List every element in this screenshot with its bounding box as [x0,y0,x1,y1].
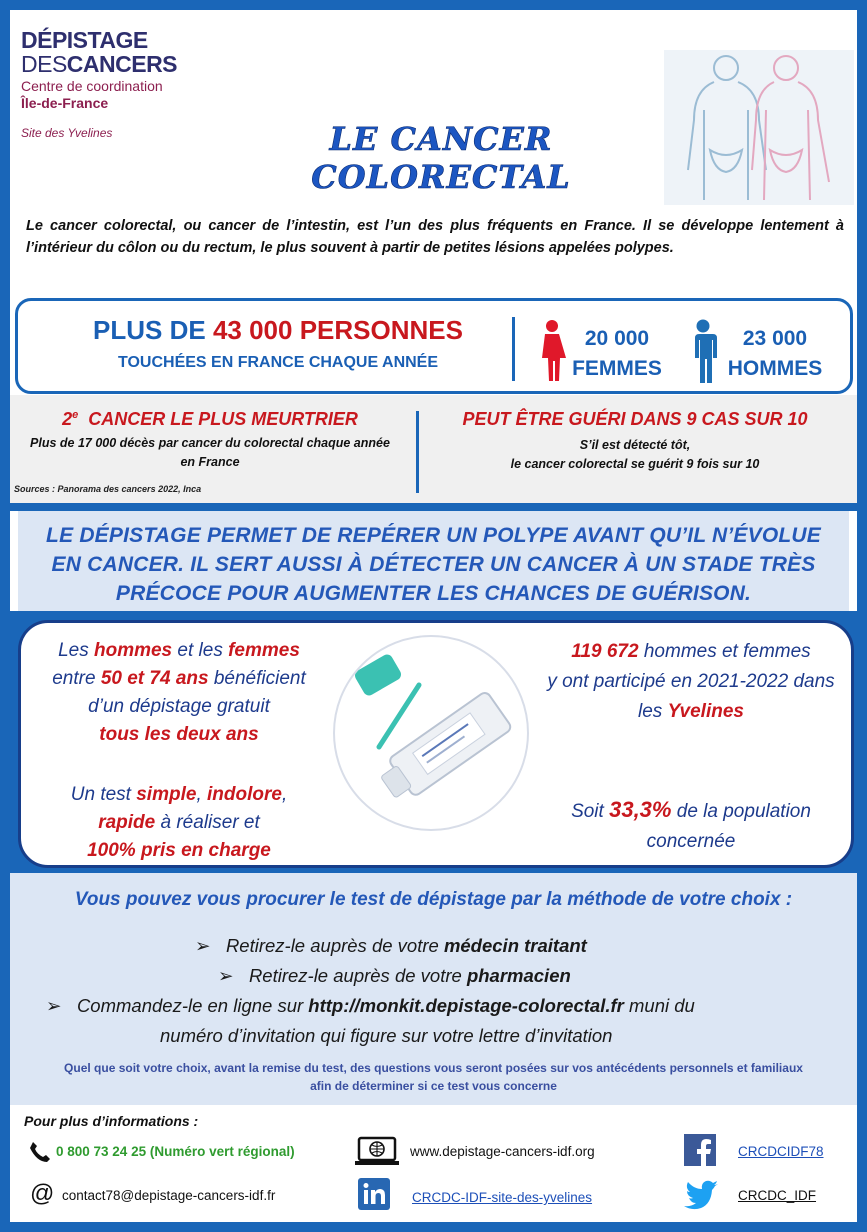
test-kit-icon [335,637,529,831]
linkedin-icon [358,1178,390,1210]
facts-band [10,395,857,503]
participation-text: 119 672 hommes et femmes y ont participé en 2021-2022 dans les Yvelines [547,641,835,722]
cure-line2: le cancer colorectal se guérit 9 fois sur 10 [510,457,760,471]
info-heading: Pour plus d’informations : [24,1113,199,1129]
men-label: HOMMES [727,357,823,380]
phone-number[interactable]: 0 800 73 24 25 (Numéro vert régional) [56,1144,295,1159]
screening-line3: PRÉCOCE POUR AUGMENTER LES CHANCES DE GUÉRISON. [115,582,752,605]
twitter-icon [682,1180,720,1212]
linkedin-link[interactable]: CRCDC-IDF-site-des-yvelines [412,1190,593,1205]
website-icon [354,1136,400,1166]
facebook-link[interactable]: CRCDCIDF78 [738,1144,824,1159]
mortality-rank-sup: e [72,409,79,421]
eligibility-text: Les hommes et les femmes entre 50 et 74 ans bénéficient d’un dépistage gratuit tous les deux ans [52,640,306,745]
cure-line1: S’il est détecté tôt, [579,438,691,452]
test-description: Un test simple, indolore, rapide à réaliser et 100% pris en charge [70,784,288,861]
method-doctor: ➢ Retirez-le auprès de votre médecin traitant [195,935,587,956]
logo-line1: DÉPISTAGE [21,27,148,53]
human-body-icon [664,50,854,205]
mortality-rank: 2 [62,409,73,429]
logo [10,10,210,150]
logo-line3: Centre de coordination [21,78,163,94]
logo-line2-b: CANCERS [66,51,178,77]
stats-prefix: PLUS DE [93,315,213,345]
screening-line2: EN CANCER. IL SERT AUSSI À DÉTECTER UN CANCER À UN STADE TRÈS [51,553,816,576]
divider [416,411,419,493]
methods-note: Quel que soit votre choix, avant la remise du test, des questions vous seront posées sur vos antécédents personnels et familiaux afin de déterminer si ce test vous concerne [64,1061,803,1093]
sources: Sources : Panorama des cancers 2022, Inca [14,484,202,494]
test-kit-image [333,635,529,831]
stats-subtitle: TOUCHÉES EN FRANCE CHAQUE ANNÉE [117,354,439,371]
logo-line4: Île-de-France [21,95,109,111]
population-rate-text: Soit 33,3% de la population concernée [571,797,811,852]
phone-icon [28,1140,52,1164]
method-online-continued: numéro d’invitation qui figure sur votre lettre d’invitation [160,1025,613,1046]
women-number: 20 000 [584,327,650,350]
methods-heading: Vous pouvez vous procurer le test de dépistage par la méthode de votre choix : [74,889,793,910]
intro-paragraph: Le cancer colorectal, ou cancer de l’intestin, est l’un des plus fréquents en France. Il se développe lentement à l’intérieur du côlon ou du rectum, le plus souvent à partir de petites lésions appelées polypes. [26,218,844,256]
method-online: ➢ Commandez-le en ligne sur http://monkit.depistage-colorectal.fr muni du [46,995,695,1016]
mortality-heading: CANCER LE PLUS MEURTRIER [88,409,358,429]
website-link[interactable]: www.depistage-cancers-idf.org [410,1144,595,1159]
page-title: LE CANCER COLORECTAL [311,120,571,196]
screening-line1: LE DÉPISTAGE PERMET DE REPÉRER UN POLYPE AVANT QU’IL N’ÉVOLUE [46,524,821,547]
at-icon: @ [30,1180,55,1207]
logo-line5: Site des Yvelines [21,126,113,140]
mortality-text: Plus de 17 000 décès par cancer du colorectal chaque année en France [30,436,390,469]
divider [512,317,515,381]
facebook-icon [684,1134,716,1166]
women-label: FEMMES [572,357,662,380]
flyer-page [10,10,857,1222]
screening-band [18,511,849,611]
logo-line2-a: DES [21,51,67,77]
email-link[interactable]: contact78@depistage-cancers-idf.fr [62,1188,276,1203]
screening-card [18,620,854,868]
methods-band [10,873,857,1105]
method-pharmacist: ➢ Retirez-le auprès de votre pharmacien [218,965,571,986]
stats-number: 43 000 PERSONNES [212,315,463,345]
twitter-link[interactable]: CRCDC_IDF [738,1188,817,1203]
stats-box [15,298,853,394]
men-number: 23 000 [742,327,808,350]
cure-heading: PEUT ÊTRE GUÉRI DANS 9 CAS SUR 10 [462,409,808,429]
man-icon [686,319,720,383]
blue-strip [10,503,857,511]
